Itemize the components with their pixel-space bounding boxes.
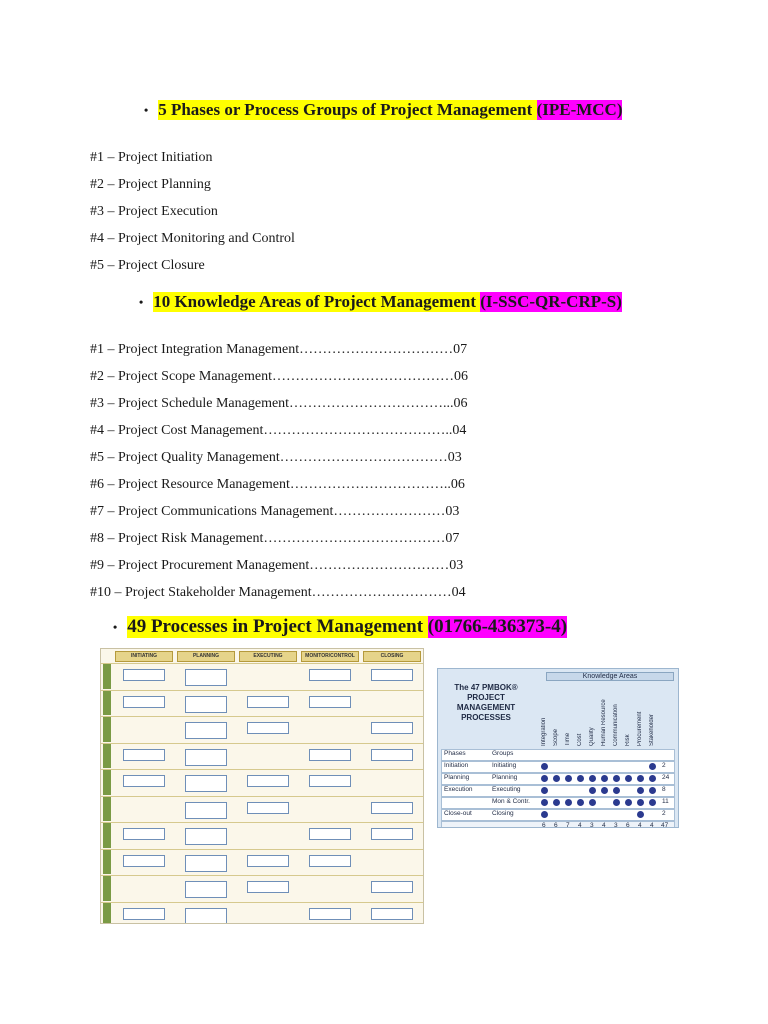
- process-dot: [553, 775, 560, 782]
- phase-cell: Close-out: [444, 810, 472, 817]
- list-item: #2 – Project Scope Management…………………………………06: [90, 369, 468, 384]
- list-item: #3 – Project Schedule Management……………………………...06: [90, 396, 468, 411]
- column-title-executing: EXECUTING: [239, 651, 297, 662]
- process-box: [371, 749, 413, 761]
- process-box: [185, 828, 227, 845]
- column-title-monitor-control: MONITOR/CONTROL: [301, 651, 359, 662]
- process-dot: [565, 775, 572, 782]
- list-item: #1 – Project Integration Management……………………………07: [90, 342, 468, 357]
- column-total: 4: [602, 822, 606, 828]
- column-total: 6: [626, 822, 630, 828]
- row-total: 11: [662, 798, 669, 805]
- row-total: 2: [662, 762, 666, 769]
- list-item: #8 – Project Risk Management…………………………………07: [90, 531, 460, 546]
- area-column-header: Stakeholder: [649, 713, 655, 746]
- process-dot: [637, 799, 644, 806]
- process-dot: [589, 787, 596, 794]
- section-heading-processes: [113, 613, 567, 641]
- process-dot: [649, 787, 656, 794]
- column-total: 4: [638, 822, 642, 828]
- process-dot: [589, 799, 596, 806]
- pmbok-title: The 47 PMBOK® PROJECT MANAGEMENT PROCESSES: [454, 683, 518, 722]
- phase-cell: Initiation: [444, 762, 469, 769]
- process-dot: [637, 787, 644, 794]
- column-total: 6: [542, 822, 546, 828]
- area-column-header: Human Resource: [601, 699, 607, 746]
- area-column-header: Cost: [577, 733, 583, 746]
- group-cell: Planning: [492, 774, 518, 781]
- area-column-header: Quality: [589, 727, 595, 746]
- process-dot: [541, 787, 548, 794]
- process-box: [185, 908, 227, 925]
- process-dot: [613, 787, 620, 794]
- list-item: #5 – Project Quality Management………………………………03: [90, 450, 462, 465]
- process-box: [247, 696, 289, 708]
- heading-code: (01766-436373-4): [427, 616, 568, 637]
- heading-text: 10 Knowledge Areas of Project Management: [153, 292, 476, 311]
- process-box: [247, 881, 289, 893]
- heading-text: 49 Processes in Project Management: [127, 616, 424, 637]
- process-box: [247, 722, 289, 734]
- phases-header: Phases: [444, 750, 466, 757]
- process-box: [123, 855, 165, 867]
- list-item: #9 – Project Procurement Management…………………………03: [90, 558, 464, 573]
- lane-side-tab: [103, 823, 111, 848]
- column-total: 4: [578, 822, 582, 828]
- row-total: 8: [662, 786, 666, 793]
- lane-side-tab: [103, 744, 111, 769]
- section-heading-phases: [144, 98, 623, 122]
- process-box: [185, 722, 227, 739]
- process-box: [371, 908, 413, 920]
- process-box: [371, 828, 413, 840]
- process-box: [309, 669, 351, 681]
- process-box: [309, 775, 351, 787]
- groups-header: Groups: [492, 750, 514, 757]
- process-dot: [649, 763, 656, 770]
- process-box: [247, 775, 289, 787]
- list-item: #1 – Project Initiation: [90, 150, 213, 165]
- row-total: 2: [662, 810, 666, 817]
- process-box: [371, 669, 413, 681]
- process-box: [185, 669, 227, 686]
- section-heading-knowledge-areas: [139, 290, 622, 314]
- group-cell: Executing: [492, 786, 521, 793]
- process-box: [185, 696, 227, 713]
- process-box: [123, 908, 165, 920]
- process-dot: [613, 775, 620, 782]
- process-box: [371, 802, 413, 814]
- process-box: [371, 722, 413, 734]
- lane-side-tab: [103, 903, 111, 925]
- column-total: 3: [614, 822, 618, 828]
- column-total: 4: [650, 822, 654, 828]
- process-dot: [541, 763, 548, 770]
- column-total: 47: [661, 822, 669, 828]
- list-item: #3 – Project Execution: [90, 204, 218, 219]
- lane-side-tab: [103, 797, 111, 822]
- process-box: [123, 775, 165, 787]
- process-dot: [649, 799, 656, 806]
- process-dot: [613, 799, 620, 806]
- group-cell: Initiating: [492, 762, 517, 769]
- process-box: [185, 881, 227, 898]
- list-item: #2 – Project Planning: [90, 177, 211, 192]
- pmbok-processes-table: [437, 668, 679, 828]
- column-total: 6: [554, 822, 558, 828]
- process-dot: [541, 799, 548, 806]
- phase-cell: Planning: [444, 774, 470, 781]
- heading-code: (IPE-MCC): [536, 100, 623, 119]
- process-box: [309, 696, 351, 708]
- area-column-header: Communication: [613, 704, 619, 746]
- process-dot: [577, 775, 584, 782]
- lane-side-tab: [103, 770, 111, 795]
- column-title-planning: PLANNING: [177, 651, 235, 662]
- bullet: •: [113, 619, 118, 634]
- process-box: [371, 881, 413, 893]
- process-dot: [637, 775, 644, 782]
- column-total: 3: [590, 822, 594, 828]
- process-box: [123, 669, 165, 681]
- process-box: [123, 696, 165, 708]
- process-dot: [589, 775, 596, 782]
- heading-code: (I-SSC-QR-CRP-S): [480, 292, 622, 311]
- area-column-header: Time: [565, 732, 571, 746]
- list-item: #7 – Project Communications Management……………………03: [90, 504, 460, 519]
- process-box: [309, 855, 351, 867]
- column-title-initiating: INITIATING: [115, 651, 173, 662]
- area-column-header: Risk: [625, 734, 631, 746]
- process-dot: [637, 811, 644, 818]
- lane-side-tab: [103, 876, 111, 901]
- list-item: #6 – Project Resource Management……………………………..06: [90, 477, 465, 492]
- phase-cell: Execution: [444, 786, 473, 793]
- process-box: [309, 908, 351, 920]
- process-dot: [625, 799, 632, 806]
- process-box: [247, 855, 289, 867]
- process-dot: [541, 775, 548, 782]
- lane-side-tab: [103, 717, 111, 742]
- row-total: 24: [662, 774, 670, 781]
- process-dot: [625, 775, 632, 782]
- process-box: [185, 855, 227, 872]
- process-dot: [565, 799, 572, 806]
- list-item: #4 – Project Monitoring and Control: [90, 231, 295, 246]
- heading-text: 5 Phases or Process Groups of Project Management: [158, 100, 533, 119]
- table-row: [441, 761, 675, 773]
- column-title-closing: CLOSING: [363, 651, 421, 662]
- process-box: [185, 749, 227, 766]
- process-dot: [601, 787, 608, 794]
- lane-side-tab: [103, 691, 111, 716]
- process-box: [309, 749, 351, 761]
- process-box: [309, 828, 351, 840]
- process-dot: [541, 811, 548, 818]
- process-dot: [649, 775, 656, 782]
- process-box: [185, 802, 227, 819]
- process-dot: [553, 799, 560, 806]
- group-cell: Mon & Contr.: [492, 798, 530, 805]
- area-column-header: Scope: [553, 728, 559, 746]
- list-item: #4 – Project Cost Management…………………………………..04: [90, 423, 467, 438]
- process-box: [123, 828, 165, 840]
- area-column-header: Procurement: [637, 711, 643, 746]
- bullet: •: [144, 102, 149, 117]
- knowledge-areas-label: Knowledge Areas: [546, 672, 674, 681]
- lane-side-tab: [103, 850, 111, 875]
- process-box: [185, 775, 227, 792]
- process-dot: [601, 775, 608, 782]
- group-cell: Closing: [492, 810, 514, 817]
- bullet: •: [139, 294, 144, 309]
- process-box: [123, 749, 165, 761]
- list-item: #10 – Project Stakeholder Management…………………………04: [90, 585, 466, 600]
- list-item: #5 – Project Closure: [90, 258, 205, 273]
- process-box: [247, 802, 289, 814]
- area-column-header: Integration: [541, 717, 547, 746]
- column-total: 7: [566, 822, 570, 828]
- header-row: [441, 749, 675, 761]
- process-grid-diagram: [100, 648, 424, 924]
- lane-side-tab: [103, 664, 111, 689]
- process-dot: [577, 799, 584, 806]
